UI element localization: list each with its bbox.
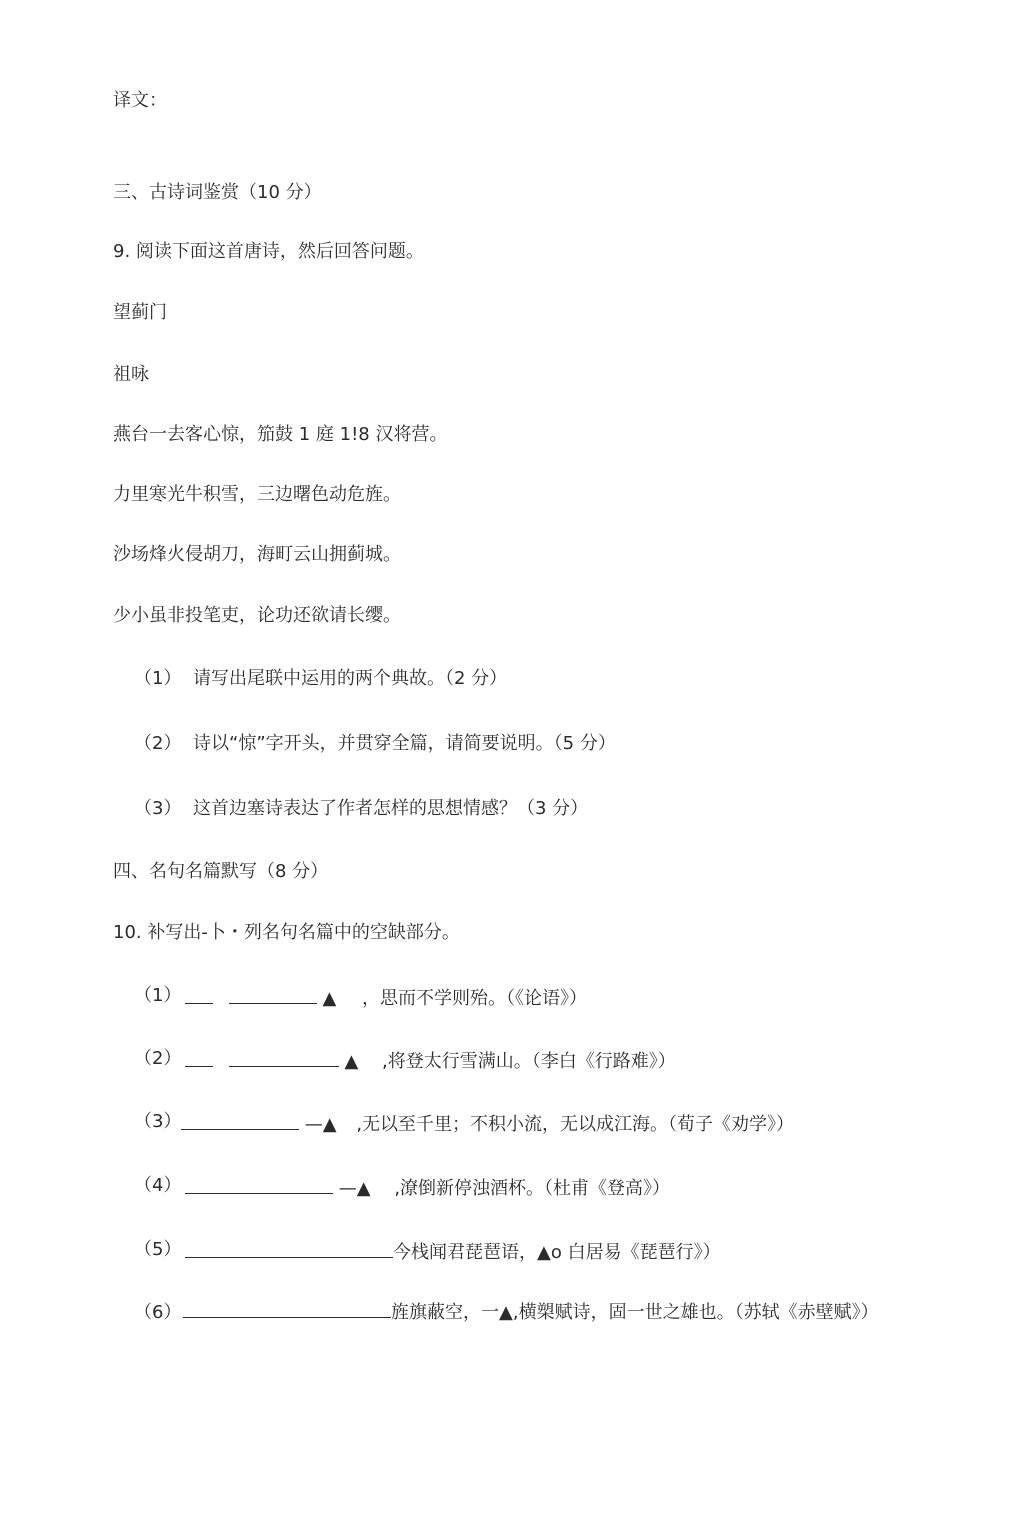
fill-line — [185, 983, 587, 1012]
poem-title: 望蓟门 — [113, 302, 167, 323]
marker: ▲ — [344, 1051, 359, 1072]
answer-blank[interactable] — [185, 1237, 393, 1258]
fill-number: （5） — [134, 1239, 182, 1260]
subq-number: （3） — [134, 798, 182, 819]
answer-blank[interactable] — [185, 1046, 213, 1067]
section3-title: 三、古诗词鉴赏（10 分） — [113, 182, 322, 203]
fill-text: 白居易《琵琶行》） — [567, 1242, 721, 1263]
fill-line-wrapping — [113, 1297, 903, 1329]
marker: —▲ — [338, 1178, 371, 1199]
subq-text: 这首边塞诗表达了作者怎样的思想情感？（3 分） — [193, 798, 589, 819]
fill-line — [181, 1109, 794, 1138]
fill-number: （6） — [134, 1302, 182, 1323]
translation-label: 译文： — [113, 90, 167, 111]
section4-title: 四、名句名篇默写（8 分） — [113, 861, 329, 882]
fill-text: ,将登太行雪满山。（李白《行路难》） — [382, 1051, 676, 1072]
fill-number: （2） — [134, 1048, 182, 1069]
fill-number: （4） — [134, 1175, 182, 1196]
fill-line — [185, 1046, 676, 1075]
marker: —▲ — [304, 1114, 337, 1135]
poem-line: 沙场烽火侵胡刀，海町云山拥蓟城。 — [113, 544, 401, 565]
fill-text: ,潦倒新停浊酒杯。（杜甫《登高》） — [394, 1178, 671, 1199]
poem-line: 燕台一去客心惊，笳鼓 1 庭 1!8 汉将营。 — [113, 424, 448, 445]
q9-prompt: 9. 阅读下面这首唐诗，然后回答问题。 — [113, 241, 424, 262]
q10-prompt: 10. 补写出-卜・列名句名篇中的空缺部分。 — [113, 922, 460, 943]
fill-text: ，思而不学则殆。（《论语》） — [362, 988, 588, 1009]
subq-number: （2） — [134, 733, 182, 754]
marker: ▲ — [322, 988, 337, 1009]
fill-line — [185, 1237, 721, 1266]
answer-blank[interactable] — [229, 983, 317, 1004]
poem-line: 力里寒光牛积雪，三边曙色动危旌。 — [113, 484, 401, 505]
fill-number: （1） — [134, 985, 182, 1006]
answer-blank[interactable] — [183, 1297, 391, 1318]
subq-text: 请写出尾联中运用的两个典故。（2 分） — [193, 668, 508, 689]
answer-blank[interactable] — [229, 1046, 339, 1067]
fill-line — [185, 1173, 670, 1202]
marker: 旌旗蔽空，一▲ — [391, 1302, 513, 1323]
fill-text: ,横槊赋诗，固一世之雄也。（苏轼《赤壁赋》） — [512, 1302, 879, 1323]
answer-blank[interactable] — [185, 1173, 333, 1194]
fill-number: （3） — [134, 1111, 182, 1132]
subq-number: （1） — [134, 668, 182, 689]
subq-text: 诗以“惊”字开头，并贯穿全篇，请简要说明。（5 分） — [193, 733, 616, 754]
marker: 今栈闻君琵琶语，▲o — [393, 1242, 562, 1263]
poem-line: 少小虽非投笔吏，论功还欲请长缨。 — [113, 605, 401, 626]
fill-text: ,无以至千里；不积小流，无以成江海。（荀子《劝学》） — [356, 1114, 795, 1135]
answer-blank[interactable] — [181, 1109, 299, 1130]
poem-author: 祖咏 — [113, 364, 149, 385]
answer-blank[interactable] — [185, 983, 213, 1004]
